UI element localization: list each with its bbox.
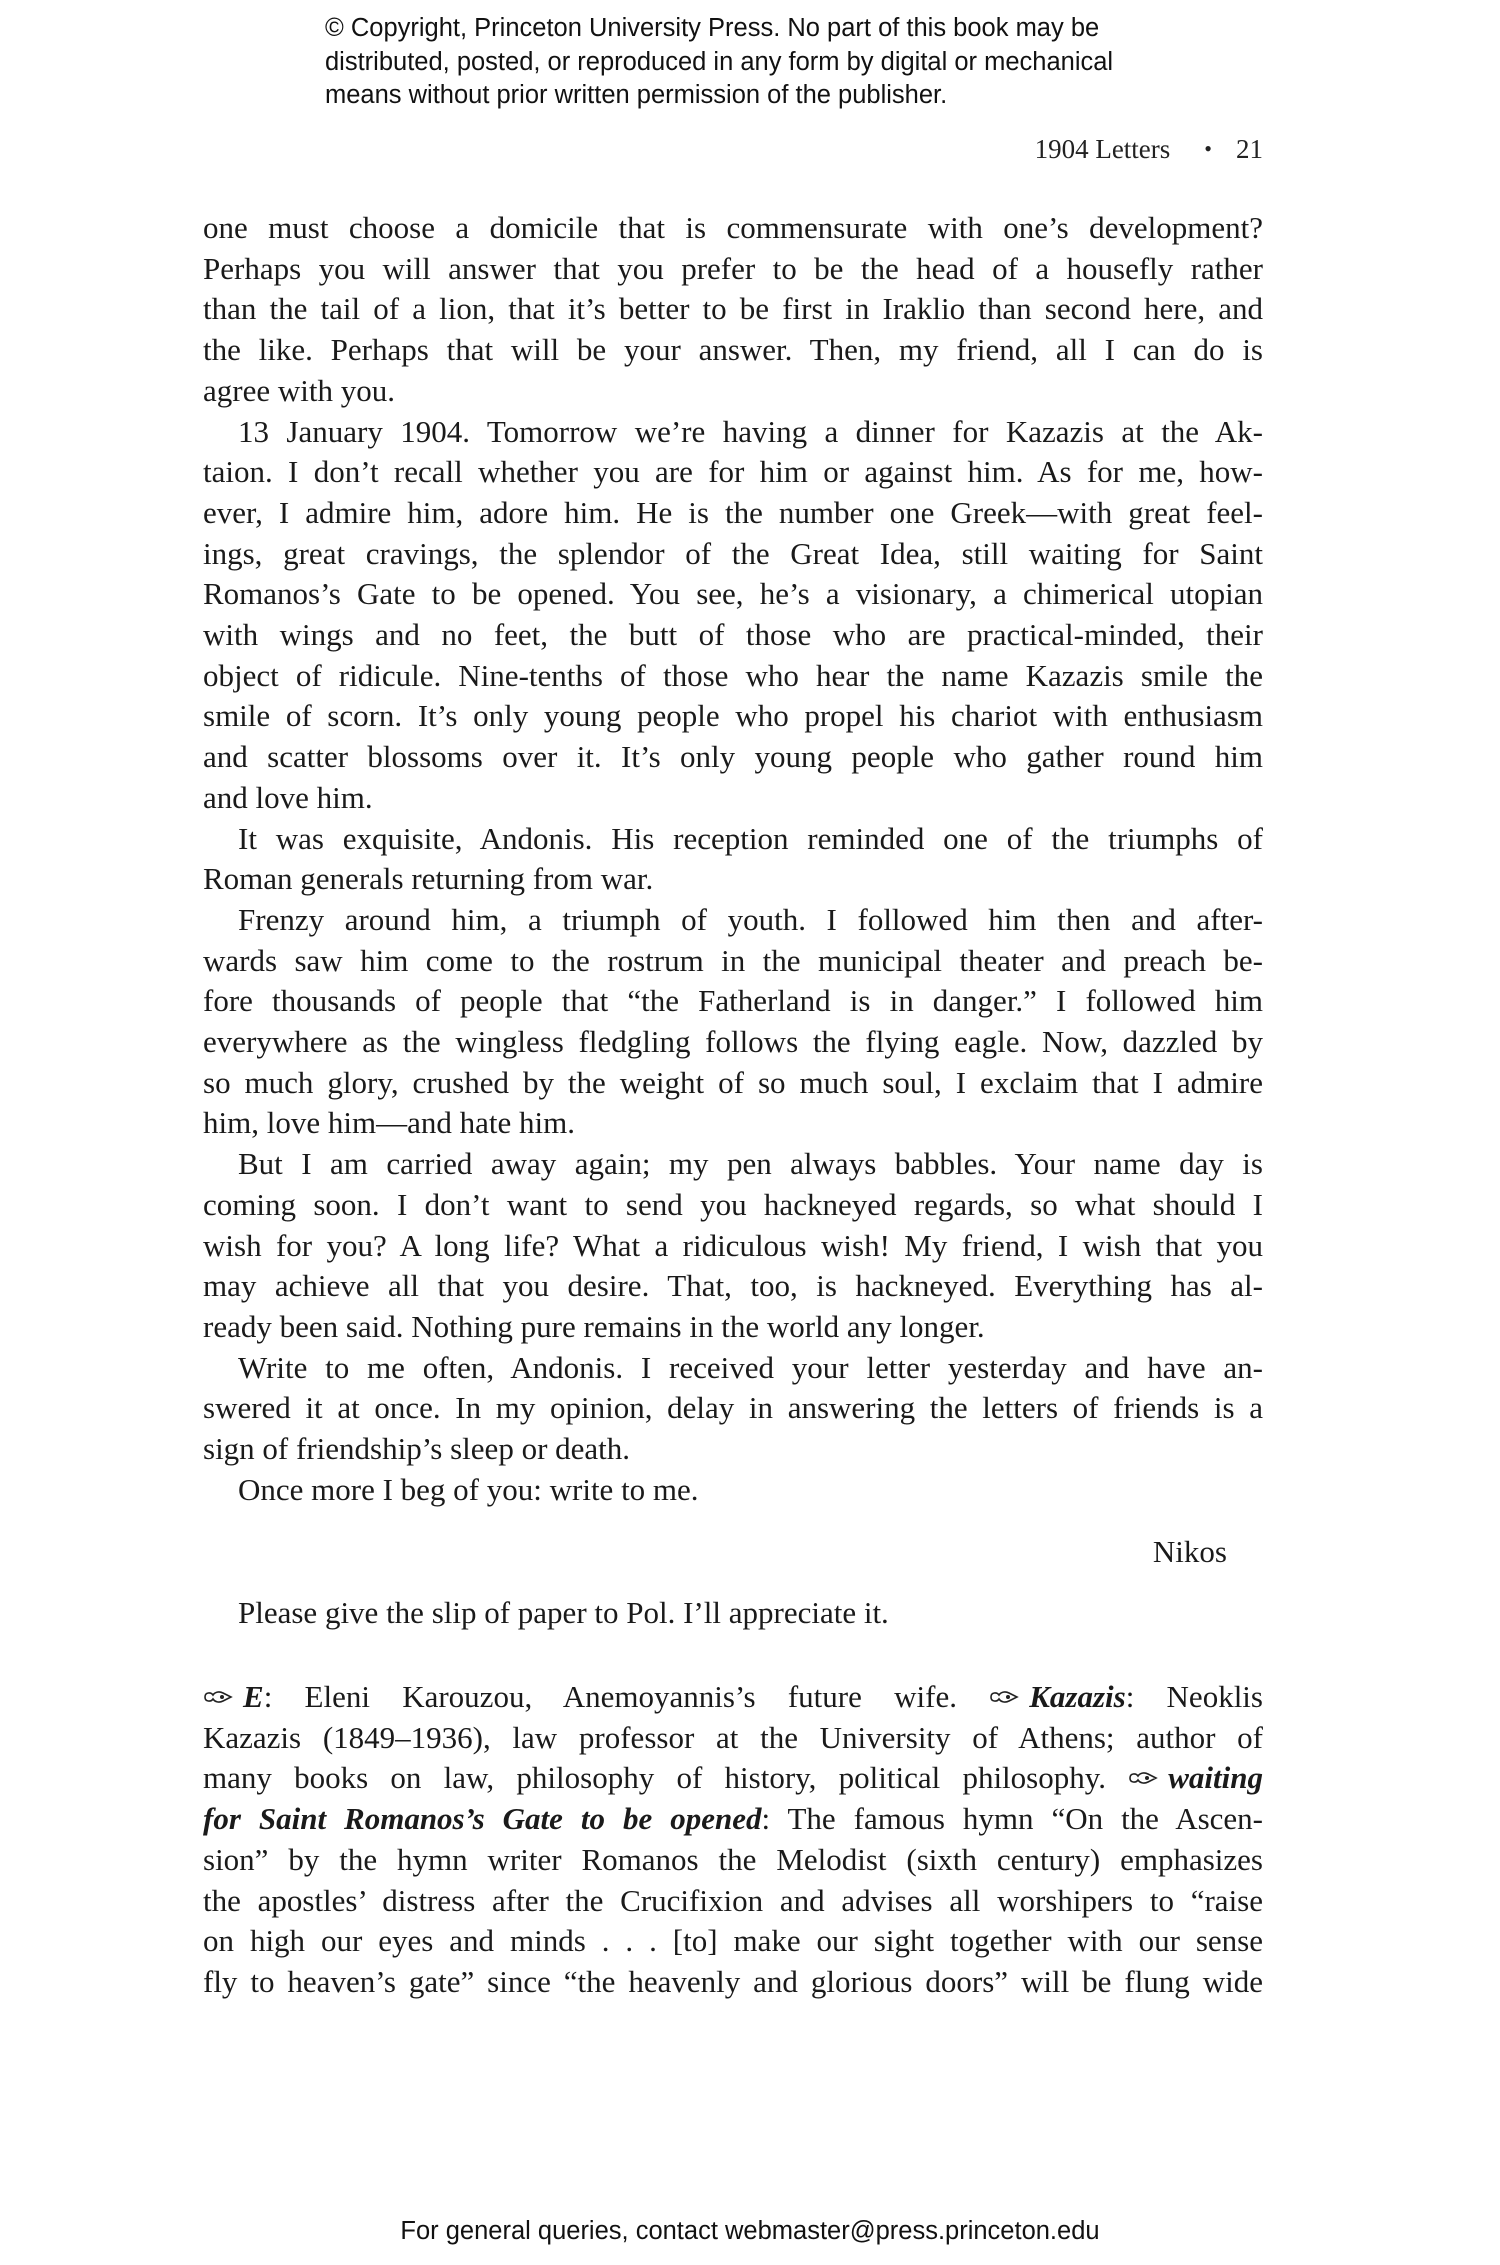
postscript: Please give the slip of paper to Pol. I’ll appreciate it.	[238, 1595, 889, 1631]
note-line	[203, 1799, 1263, 1840]
text-line: Once more I beg of you: write to me.	[238, 1471, 699, 1507]
paragraph	[203, 1348, 1263, 1470]
paragraph	[203, 208, 1263, 412]
note-line: Kazazis (1849–1936), law professor at the University of Athens; author of	[203, 1719, 1263, 1755]
paragraph	[203, 900, 1263, 1144]
copyright-notice	[325, 12, 1225, 113]
text-line: coming soon. I don’t want to send you hackneyed regards, so what should I	[203, 1186, 1263, 1222]
note-lemma: waiting	[1168, 1760, 1263, 1796]
text-line: so much glory, crushed by the weight of so much soul, I exclaim that I admire	[203, 1064, 1263, 1100]
pointing-hand-ornament-icon	[989, 1689, 1019, 1705]
note-lemma: for Saint Romanos’s Gate to be opened	[203, 1801, 762, 1837]
text-line: one must choose a domicile that is commensurate with one’s development?	[203, 210, 1263, 245]
text-line: with wings and no feet, the butt of those who are practical-minded, their	[203, 617, 1263, 653]
note-lemma: E	[243, 1679, 264, 1714]
text-line: object of ridicule. Nine-tenths of those who hear the name Kazazis smile the	[203, 657, 1263, 693]
pointing-hand-ornament-icon	[1128, 1770, 1158, 1786]
bullet-separator-icon: •	[1204, 136, 1212, 161]
text-line: ready been said. Nothing pure remains in the world any longer.	[203, 1308, 985, 1344]
text-line: Perhaps you will answer that you prefer to be the head of a housefly rather	[203, 250, 1263, 286]
pointing-hand-ornament-icon	[203, 1689, 233, 1705]
text-line: fore thousands of people that “the Fatherland is in danger.” I followed him	[203, 983, 1263, 1019]
text-line: than the tail of a lion, that it’s better to be first in Iraklio than second here, and	[203, 291, 1263, 327]
text-line: taion. I don’t recall whether you are for him or against him. As for me, how-	[203, 454, 1263, 490]
text-line: It was exquisite, Andonis. His reception reminded one of the triumphs of	[238, 820, 1263, 856]
note-line	[203, 1758, 1263, 1799]
footer-contact: For general queries, contact webmaster@press.princeton.edu	[400, 2217, 1100, 2245]
note-text: : The famous hymn “On the Ascen-	[761, 1801, 1263, 1837]
text-line: Frenzy around him, a triumph of youth. I followed him then and after-	[238, 901, 1263, 937]
paragraph	[203, 819, 1263, 900]
text-line: wish for you? A long life? What a ridiculous wish! My friend, I wish that you	[203, 1227, 1263, 1263]
text-line: ings, great cravings, the splendor of the Great Idea, still waiting for Saint	[203, 535, 1263, 571]
text-line: Romanos’s Gate to be opened. You see, he’s a visionary, a chimerical utopian	[203, 576, 1263, 612]
note-line: the apostles’ distress after the Crucifixion and advises all worshipers to “raise	[203, 1882, 1263, 1918]
note-text: : Neoklis	[1125, 1679, 1263, 1714]
text-line: the like. Perhaps that will be your answer. Then, my friend, all I can do is	[203, 332, 1263, 368]
page-number: 21	[1236, 134, 1263, 164]
paragraph	[203, 1470, 1263, 1511]
editorial-notes	[203, 1677, 1263, 2003]
text-line: But I am carried away again; my pen always babbles. Your name day is	[238, 1146, 1263, 1182]
running-head	[700, 134, 1263, 165]
note-line: on high our eyes and minds . . . [to] make our sight together with our sense	[203, 1923, 1263, 1959]
text-line: Roman generals returning from war.	[203, 861, 654, 897]
text-line: and love him.	[203, 779, 373, 815]
text-line: may achieve all that you desire. That, too, is hackneyed. Everything has al-	[203, 1268, 1263, 1304]
text-line: and scatter blossoms over it. It’s only young people who gather round him	[203, 739, 1263, 775]
paragraph	[203, 412, 1263, 819]
text-line: Write to me often, Andonis. I received your letter yesterday and have an-	[238, 1349, 1263, 1385]
signature: Nikos	[1152, 1533, 1227, 1569]
note-line: fly to heaven’s gate” since “the heavenly and glorious doors” will be flung wide	[203, 1963, 1263, 1999]
running-head-title: 1904 Letters	[1034, 134, 1171, 164]
text-line: wards saw him come to the rostrum in the municipal theater and preach be-	[203, 942, 1263, 978]
copyright-line: means without prior written permission of the publisher.	[325, 81, 948, 109]
note-text: many books on law, philosophy of history, political philosophy.	[203, 1760, 1106, 1796]
note-line: sion” by the hymn writer Romanos the Melodist (sixth century) emphasizes	[203, 1841, 1263, 1877]
text-line: agree with you.	[203, 372, 395, 408]
text-line: everywhere as the wingless fledgling follows the flying eagle. Now, dazzled by	[203, 1024, 1263, 1060]
copyright-line: © Copyright, Princeton University Press. No part of this book may be	[325, 14, 1100, 42]
text-line: smile of scorn. It’s only young people who propel his chariot with enthusiasm	[203, 698, 1263, 734]
text-line: ever, I admire him, adore him. He is the number one Greek—with great feel-	[203, 494, 1263, 530]
paragraph	[203, 1144, 1263, 1348]
letter-body	[203, 208, 1263, 1634]
text-line: 13 January 1904. Tomorrow we’re having a dinner for Kazazis at the Ak-	[238, 413, 1263, 449]
note-line	[203, 1677, 1263, 1718]
text-line: sign of friendship’s sleep or death.	[203, 1431, 631, 1467]
text-line: him, love him—and hate him.	[203, 1105, 575, 1141]
note-lemma: Kazazis	[1029, 1679, 1126, 1714]
note-text: : Eleni Karouzou, Anemoyannis’s future wife.	[263, 1679, 957, 1714]
copyright-line: distributed, posted, or reproduced in any form by digital or mechanical	[325, 47, 1114, 76]
text-line: swered it at once. In my opinion, delay in answering the letters of friends is a	[203, 1390, 1263, 1426]
